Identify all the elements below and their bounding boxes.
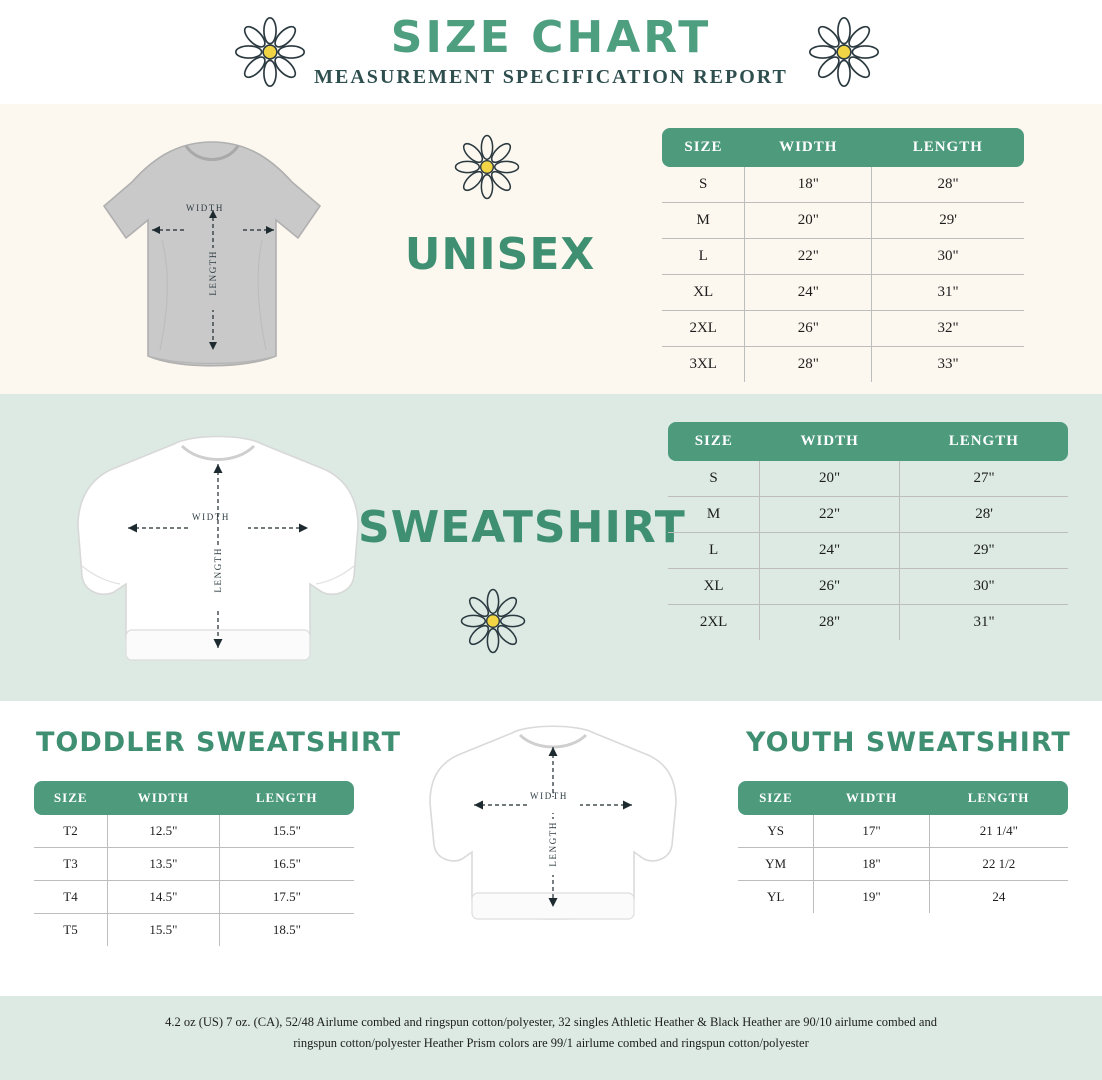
- cell-length: 29': [872, 203, 1024, 239]
- cell-width: 28": [760, 605, 900, 641]
- cell-width: 22": [745, 239, 872, 275]
- page-subtitle: MEASUREMENT SPECIFICATION REPORT: [314, 65, 788, 88]
- table-row: [34, 848, 354, 881]
- column-header-length: LENGTH: [872, 128, 1024, 167]
- table-row: [668, 497, 1068, 533]
- daisy-flower-icon: [458, 586, 528, 661]
- cell-size: XL: [668, 569, 760, 605]
- column-header-size: SIZE: [738, 781, 814, 815]
- cell-length: 18.5": [219, 914, 354, 947]
- table-row: [668, 605, 1068, 641]
- cell-width: 20": [760, 461, 900, 497]
- cell-size: 2XL: [662, 311, 745, 347]
- cell-width: 26": [760, 569, 900, 605]
- cell-size: YM: [738, 848, 814, 881]
- section-title-youth: YOUTH SWEATSHIRT: [746, 727, 1071, 758]
- cell-width: 24": [745, 275, 872, 311]
- unisex-size-table: [662, 128, 1024, 382]
- column-header-width: WIDTH: [814, 781, 929, 815]
- cell-length: 28": [872, 167, 1024, 203]
- youth-sweatshirt-illustration: [408, 711, 698, 941]
- daisy-flower-icon: [232, 14, 308, 95]
- column-header-width: WIDTH: [107, 781, 219, 815]
- cell-size: T5: [63, 922, 78, 937]
- section-title-sweatshirt: SWEATSHIRT: [358, 502, 686, 553]
- section-title-toddler: TODDLER SWEATSHIRT: [36, 727, 402, 758]
- cell-length: 15.5": [219, 815, 354, 848]
- cell-width: 20": [745, 203, 872, 239]
- sweatshirt-size-table: [668, 422, 1068, 640]
- table-header-row: [662, 128, 1024, 167]
- table-row: [738, 848, 1068, 881]
- table-row: [668, 569, 1068, 605]
- cell-size: XL: [662, 275, 745, 311]
- cell-length: 32": [872, 311, 1024, 347]
- cell-size: T3: [34, 848, 107, 881]
- cell-size: S: [668, 461, 760, 497]
- cell-width: 28": [745, 347, 872, 383]
- column-header-size: SIZE: [668, 422, 760, 461]
- cell-width: 24": [760, 533, 900, 569]
- cell-size: YS: [738, 815, 814, 848]
- table-row: [34, 815, 354, 848]
- cell-length: 28': [900, 497, 1068, 533]
- youth-width-label: WIDTH: [530, 791, 568, 801]
- table-row: [662, 203, 1024, 239]
- cell-size: S: [662, 167, 745, 203]
- column-header-length: LENGTH: [900, 422, 1068, 461]
- cell-length: 29": [900, 533, 1068, 569]
- section-title-unisex: UNISEX: [404, 229, 596, 280]
- column-header-length: LENGTH: [929, 781, 1068, 815]
- toddler-size-table: [34, 781, 354, 946]
- cell-length: 30": [900, 569, 1068, 605]
- table-row: [662, 311, 1024, 347]
- cell-length: 27": [900, 461, 1068, 497]
- section-bottom: [0, 701, 1102, 996]
- column-header-size: SIZE: [662, 128, 745, 167]
- cell-size: YL: [766, 889, 785, 904]
- column-header-width: WIDTH: [760, 422, 900, 461]
- table-row: [34, 881, 354, 914]
- cell-length: 31": [900, 605, 1068, 641]
- column-header-width: WIDTH: [745, 128, 872, 167]
- cell-width: 18": [814, 848, 929, 881]
- cell-length: 17.5": [219, 881, 354, 914]
- sweatshirt-width-label: WIDTH: [192, 512, 230, 522]
- header: [0, 0, 1102, 104]
- table-row: [662, 167, 1024, 203]
- tshirt-length-label: LENGTH: [208, 250, 218, 296]
- tshirt-illustration: [62, 120, 362, 385]
- table-header-row: [738, 781, 1068, 815]
- footer-line-1: 4.2 oz (US) 7 oz. (CA), 52/48 Airlume combed and ringspun cotton/polyester, 32 singles Athletic Heather & Black Heather are 90/10 airlume combed and: [165, 1015, 937, 1029]
- cell-width: 22": [760, 497, 900, 533]
- cell-length: 30": [872, 239, 1024, 275]
- cell-size: 2XL: [699, 614, 728, 630]
- cell-size: 3XL: [689, 356, 717, 372]
- cell-length: 24: [929, 881, 1068, 914]
- page-title: SIZE CHART: [390, 12, 712, 64]
- cell-size: M: [668, 497, 760, 533]
- cell-length: 22 1/2: [929, 848, 1068, 881]
- footer: [0, 996, 1102, 1080]
- cell-size: M: [662, 203, 745, 239]
- table-row: [662, 239, 1024, 275]
- table-header-row: [34, 781, 354, 815]
- sweatshirt-illustration: [58, 416, 378, 681]
- table-row: [662, 275, 1024, 311]
- table-row: [668, 533, 1068, 569]
- cell-length: 33": [872, 347, 1024, 383]
- footer-line-2: ringspun cotton/polyester Heather Prism colors are 99/1 airlume combed and ringspun cotton/polyester: [293, 1036, 809, 1051]
- daisy-flower-icon: [452, 132, 522, 207]
- cell-size: L: [662, 239, 745, 275]
- sweatshirt-length-label: LENGTH: [213, 547, 223, 593]
- column-header-length: LENGTH: [219, 781, 354, 815]
- table-row: [34, 914, 354, 947]
- table-row: [662, 347, 1024, 383]
- daisy-flower-icon: [806, 14, 882, 95]
- cell-width: 14.5": [107, 881, 219, 914]
- cell-width: 19": [814, 881, 929, 914]
- cell-width: 26": [745, 311, 872, 347]
- table-row: [738, 815, 1068, 848]
- cell-width: 13.5": [107, 848, 219, 881]
- table-row: [668, 461, 1068, 497]
- cell-size: T4: [34, 881, 107, 914]
- cell-width: 18": [745, 167, 872, 203]
- section-unisex: [0, 104, 1102, 394]
- cell-width: 15.5": [107, 914, 219, 947]
- cell-size: L: [668, 533, 760, 569]
- youth-length-label: LENGTH: [548, 821, 558, 867]
- cell-size: T2: [34, 815, 107, 848]
- cell-width: 17": [814, 815, 929, 848]
- tshirt-width-label: WIDTH: [186, 203, 224, 213]
- cell-length: 31": [872, 275, 1024, 311]
- table-header-row: [668, 422, 1068, 461]
- cell-length: 21 1/4": [929, 815, 1068, 848]
- cell-width: 12.5": [107, 815, 219, 848]
- youth-size-table: [738, 781, 1068, 913]
- column-header-size: SIZE: [34, 781, 107, 815]
- cell-length: 16.5": [219, 848, 354, 881]
- section-sweatshirt: [0, 394, 1102, 701]
- table-row: [738, 881, 1068, 914]
